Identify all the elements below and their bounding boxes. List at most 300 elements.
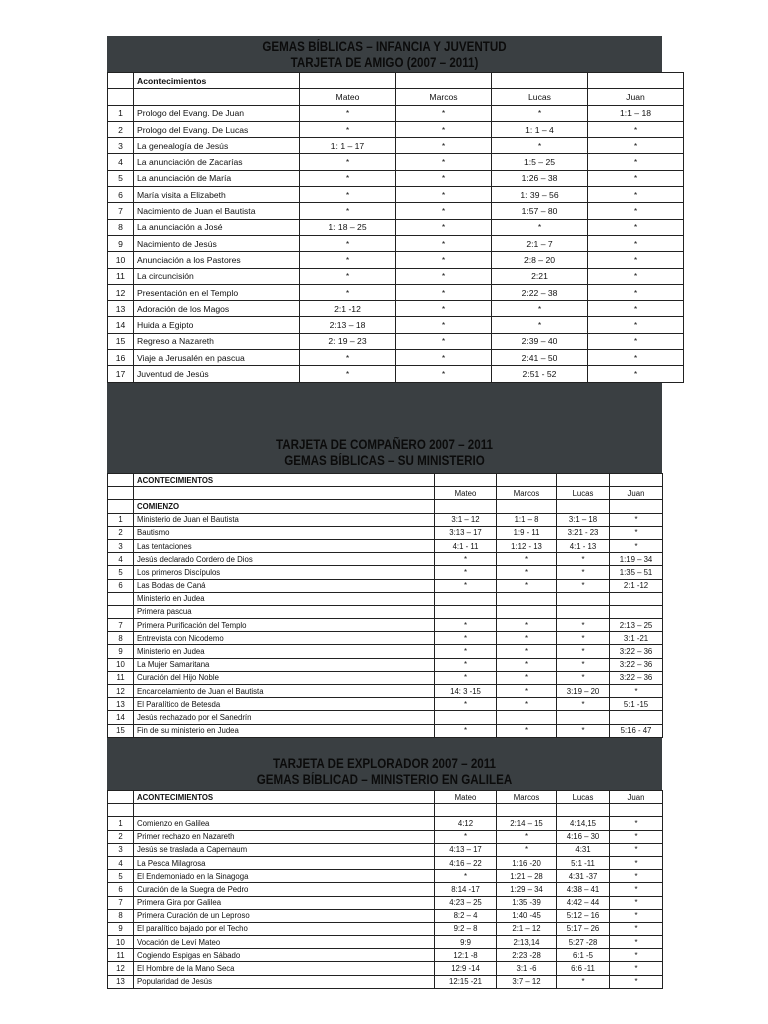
row-number: 9 xyxy=(108,645,134,658)
row-marcos: * xyxy=(497,830,557,843)
row-number: 3 xyxy=(108,138,134,154)
table-row xyxy=(108,592,663,605)
row-number: 8 xyxy=(108,632,134,645)
table-row xyxy=(108,909,663,922)
row-event: Curación de la Suegra de Pedro xyxy=(134,883,435,896)
row-mateo: 9:9 xyxy=(435,936,497,949)
row-marcos: * xyxy=(396,121,492,137)
row-event: Curación del Hijo Noble xyxy=(134,671,435,684)
row-juan: * xyxy=(588,170,684,186)
row-lucas: 2:21 xyxy=(492,268,588,284)
row-lucas: * xyxy=(492,138,588,154)
table-row xyxy=(108,333,684,349)
table-row xyxy=(108,121,684,137)
row-marcos: * xyxy=(396,317,492,333)
table-row xyxy=(108,936,663,949)
row-number: 11 xyxy=(108,949,134,962)
row-marcos: * xyxy=(396,138,492,154)
row-number: 2 xyxy=(108,526,134,539)
table-row xyxy=(108,539,663,552)
row-marcos: 3:1 -6 xyxy=(497,962,557,975)
table-ministerio-galilea xyxy=(107,790,663,989)
header-cell-empty xyxy=(610,804,663,817)
row-lucas: 4:31 -37 xyxy=(557,870,610,883)
row-event: La circuncisión xyxy=(134,268,300,284)
row-juan: * xyxy=(610,922,663,935)
row-marcos: * xyxy=(497,579,557,592)
row-event: La genealogía de Jesús xyxy=(134,138,300,154)
header-cell-empty xyxy=(108,474,134,487)
row-juan: 3:22 – 36 xyxy=(610,671,663,684)
row-number: 4 xyxy=(108,553,134,566)
row-juan: * xyxy=(588,301,684,317)
row-number: 6 xyxy=(108,187,134,203)
row-juan: * xyxy=(610,685,663,698)
row-marcos: * xyxy=(396,252,492,268)
row-marcos: * xyxy=(497,698,557,711)
row-number: 10 xyxy=(108,936,134,949)
table-header-row xyxy=(108,474,663,487)
row-lucas: 2:51 - 52 xyxy=(492,366,588,382)
table-row xyxy=(108,949,663,962)
row-number: 4 xyxy=(108,856,134,869)
header-cell-empty xyxy=(610,500,663,513)
header-cell-empty xyxy=(108,73,134,89)
row-number: 6 xyxy=(108,579,134,592)
row-event: La anunciación a José xyxy=(134,219,300,235)
row-event: Juventud de Jesús xyxy=(134,366,300,382)
header-cell-empty xyxy=(134,89,300,105)
row-lucas xyxy=(557,711,610,724)
row-mateo: 4:1 - 11 xyxy=(435,539,497,552)
row-event: Jesús declarado Cordero de Dios xyxy=(134,553,435,566)
row-juan: * xyxy=(588,187,684,203)
table-row xyxy=(108,219,684,235)
row-number: 5 xyxy=(108,170,134,186)
row-number xyxy=(108,592,134,605)
row-marcos: * xyxy=(497,658,557,671)
row-mateo: 4:12 xyxy=(435,817,497,830)
table-row xyxy=(108,154,684,170)
header-events: ACONTECIMIENTOS xyxy=(134,474,435,487)
row-juan: * xyxy=(588,154,684,170)
row-event: La anunciación de María xyxy=(134,170,300,186)
section-1-title-line2: TARJETA DE AMIGO (2007 – 2011) xyxy=(290,55,479,70)
row-event: Huida a Egipto xyxy=(134,317,300,333)
header-cell-empty xyxy=(492,73,588,89)
section-2-title-line1: TARJETA DE COMPAÑERO 2007 – 2011 xyxy=(275,437,494,452)
table-row xyxy=(108,513,663,526)
table-row xyxy=(108,138,684,154)
row-mateo: 1: 18 – 25 xyxy=(300,219,396,235)
column-header-juan: Juan xyxy=(588,89,684,105)
row-number: 15 xyxy=(108,333,134,349)
row-event: Vocación de Leví Mateo xyxy=(134,936,435,949)
row-number: 3 xyxy=(108,843,134,856)
row-event: Ministerio de Juan el Bautista xyxy=(134,513,435,526)
row-marcos: * xyxy=(497,671,557,684)
table-row xyxy=(108,922,663,935)
table-row xyxy=(108,366,684,382)
row-marcos: * xyxy=(396,235,492,251)
row-mateo xyxy=(435,711,497,724)
header-cell-empty xyxy=(134,487,435,500)
row-marcos: 2:23 -28 xyxy=(497,949,557,962)
table-row xyxy=(108,235,684,251)
row-number: 10 xyxy=(108,658,134,671)
row-lucas: 3:19 – 20 xyxy=(557,685,610,698)
row-lucas: 2:41 – 50 xyxy=(492,350,588,366)
table-row xyxy=(108,350,684,366)
table-row xyxy=(108,658,663,671)
row-juan: * xyxy=(588,138,684,154)
table-row xyxy=(108,856,663,869)
row-juan: * xyxy=(588,333,684,349)
table-row xyxy=(108,896,663,909)
row-mateo: * xyxy=(435,698,497,711)
row-event: Los primeros Discípulos xyxy=(134,566,435,579)
row-juan: 2:13 – 25 xyxy=(610,619,663,632)
row-marcos: * xyxy=(497,843,557,856)
row-number: 13 xyxy=(108,301,134,317)
row-mateo xyxy=(435,592,497,605)
row-number: 14 xyxy=(108,711,134,724)
row-lucas: * xyxy=(492,301,588,317)
row-number: 4 xyxy=(108,154,134,170)
table-row xyxy=(108,566,663,579)
header-cell-empty xyxy=(435,474,497,487)
row-marcos: * xyxy=(396,170,492,186)
row-event: El Paralítico de Betesda xyxy=(134,698,435,711)
row-mateo: * xyxy=(300,105,396,121)
table-row xyxy=(108,553,663,566)
row-juan: * xyxy=(588,268,684,284)
table-row xyxy=(108,724,663,737)
header-cell-empty xyxy=(557,500,610,513)
row-juan: * xyxy=(588,235,684,251)
row-juan: * xyxy=(610,856,663,869)
row-lucas: 4:16 – 30 xyxy=(557,830,610,843)
row-marcos: 1:16 -20 xyxy=(497,856,557,869)
row-juan: * xyxy=(610,896,663,909)
row-lucas: 5:12 – 16 xyxy=(557,909,610,922)
subheader-comienzo: COMIENZO xyxy=(134,500,435,513)
header-cell-empty xyxy=(108,804,134,817)
row-marcos: * xyxy=(396,333,492,349)
column-header-mateo: Mateo xyxy=(300,89,396,105)
row-mateo: 12:9 -14 xyxy=(435,962,497,975)
row-juan: 1:1 – 18 xyxy=(588,105,684,121)
table-row xyxy=(108,817,663,830)
table-row xyxy=(108,317,684,333)
row-event: Regreso a Nazareth xyxy=(134,333,300,349)
row-marcos: 1:12 - 13 xyxy=(497,539,557,552)
row-mateo: * xyxy=(300,252,396,268)
row-number: 8 xyxy=(108,909,134,922)
table-row xyxy=(108,685,663,698)
row-event: El Hombre de la Mano Seca xyxy=(134,962,435,975)
row-event: El Endemoniado en la Sinagoga xyxy=(134,870,435,883)
row-event: Cogiendo Espigas en Sábado xyxy=(134,949,435,962)
row-number: 11 xyxy=(108,268,134,284)
header-cell-empty xyxy=(108,500,134,513)
row-number: 1 xyxy=(108,513,134,526)
column-header-lucas: Lucas xyxy=(492,89,588,105)
row-juan: * xyxy=(610,830,663,843)
header-cell-empty xyxy=(396,73,492,89)
row-event: Primer rechazo en Nazareth xyxy=(134,830,435,843)
table-row xyxy=(108,170,684,186)
row-mateo: * xyxy=(300,187,396,203)
row-number: 16 xyxy=(108,350,134,366)
row-lucas: 3:21 - 23 xyxy=(557,526,610,539)
row-mateo: * xyxy=(300,268,396,284)
row-lucas: * xyxy=(557,553,610,566)
section-3-title-line1: TARJETA DE EXPLORADOR 2007 – 2011 xyxy=(272,756,497,771)
row-lucas: 4:1 - 13 xyxy=(557,539,610,552)
table-spacer-row xyxy=(108,804,663,817)
row-number: 14 xyxy=(108,317,134,333)
header-cell-empty xyxy=(300,73,396,89)
header-events: Acontecimientos xyxy=(134,73,300,89)
header-cell-empty xyxy=(557,804,610,817)
row-marcos xyxy=(497,605,557,618)
table-row xyxy=(108,962,663,975)
row-event: Encarcelamiento de Juan el Bautista xyxy=(134,685,435,698)
row-marcos: * xyxy=(497,645,557,658)
header-cell-empty xyxy=(134,804,435,817)
table-row xyxy=(108,711,663,724)
row-event: Las Bodas de Caná xyxy=(134,579,435,592)
row-mateo: 4:23 – 25 xyxy=(435,896,497,909)
row-mateo: 14: 3 -15 xyxy=(435,685,497,698)
row-lucas: 4:31 xyxy=(557,843,610,856)
row-marcos: 2:13,14 xyxy=(497,936,557,949)
row-juan: * xyxy=(610,539,663,552)
row-lucas: 6:6 -11 xyxy=(557,962,610,975)
row-lucas: 3:1 – 18 xyxy=(557,513,610,526)
row-lucas xyxy=(557,605,610,618)
row-number: 8 xyxy=(108,219,134,235)
row-marcos: 1:29 – 34 xyxy=(497,883,557,896)
row-marcos: 1:1 – 8 xyxy=(497,513,557,526)
row-mateo: 3:13 – 17 xyxy=(435,526,497,539)
row-lucas: 4:38 – 41 xyxy=(557,883,610,896)
row-event: El paralítico bajado por el Techo xyxy=(134,922,435,935)
table-row xyxy=(108,830,663,843)
table-row xyxy=(108,645,663,658)
row-lucas: 1: 1 – 4 xyxy=(492,121,588,137)
table-row xyxy=(108,579,663,592)
row-number: 3 xyxy=(108,539,134,552)
row-marcos: 1:21 – 28 xyxy=(497,870,557,883)
row-event: Las tentaciones xyxy=(134,539,435,552)
row-number: 1 xyxy=(108,105,134,121)
table-row xyxy=(108,252,684,268)
table-subheader-row xyxy=(108,500,663,513)
row-juan: 2:1 -12 xyxy=(610,579,663,592)
row-mateo: * xyxy=(435,830,497,843)
table-columns-row xyxy=(108,89,684,105)
row-lucas: 5:27 -28 xyxy=(557,936,610,949)
row-juan: * xyxy=(610,936,663,949)
row-lucas: * xyxy=(557,724,610,737)
row-juan: 3:22 – 36 xyxy=(610,645,663,658)
row-number: 15 xyxy=(108,724,134,737)
row-marcos: * xyxy=(396,284,492,300)
row-event: La anunciación de Zacarías xyxy=(134,154,300,170)
table-columns-row xyxy=(108,487,663,500)
row-event: Entrevista con Nicodemo xyxy=(134,632,435,645)
table-row xyxy=(108,698,663,711)
row-mateo: * xyxy=(435,671,497,684)
row-juan: * xyxy=(610,962,663,975)
row-event: Adoración de los Magos xyxy=(134,301,300,317)
row-lucas: 2:1 – 7 xyxy=(492,235,588,251)
row-lucas: * xyxy=(557,632,610,645)
row-mateo: * xyxy=(300,366,396,382)
table-row xyxy=(108,605,663,618)
table-header-row xyxy=(108,73,684,89)
row-event: Fin de su ministerio en Judea xyxy=(134,724,435,737)
table-row xyxy=(108,187,684,203)
header-cell-empty xyxy=(435,804,497,817)
row-marcos: * xyxy=(497,566,557,579)
row-mateo: 12:15 -21 xyxy=(435,975,497,988)
column-header-juan: Juan xyxy=(610,791,663,804)
row-lucas: 5:1 -11 xyxy=(557,856,610,869)
row-mateo: * xyxy=(300,170,396,186)
row-event: La Mujer Samaritana xyxy=(134,658,435,671)
header-cell-empty xyxy=(557,474,610,487)
row-number: 12 xyxy=(108,284,134,300)
row-number: 13 xyxy=(108,698,134,711)
row-marcos: 2:1 – 12 xyxy=(497,922,557,935)
row-mateo: 4:13 – 17 xyxy=(435,843,497,856)
row-marcos: * xyxy=(396,105,492,121)
row-juan: * xyxy=(610,870,663,883)
row-marcos: * xyxy=(396,219,492,235)
table-row xyxy=(108,619,663,632)
row-marcos: * xyxy=(396,203,492,219)
row-juan: * xyxy=(588,350,684,366)
row-marcos: * xyxy=(396,301,492,317)
row-number: 11 xyxy=(108,671,134,684)
row-lucas: * xyxy=(492,317,588,333)
row-number: 12 xyxy=(108,962,134,975)
row-lucas: * xyxy=(557,975,610,988)
row-lucas: * xyxy=(557,566,610,579)
row-number: 9 xyxy=(108,922,134,935)
row-juan: * xyxy=(588,121,684,137)
row-juan xyxy=(610,605,663,618)
header-cell-empty xyxy=(108,487,134,500)
row-marcos: 1:35 -39 xyxy=(497,896,557,909)
row-number xyxy=(108,605,134,618)
row-marcos xyxy=(497,711,557,724)
row-number: 2 xyxy=(108,830,134,843)
row-event: Popularidad de Jesús xyxy=(134,975,435,988)
table-row xyxy=(108,870,663,883)
row-mateo: * xyxy=(300,121,396,137)
column-header-marcos: Marcos xyxy=(396,89,492,105)
row-mateo: * xyxy=(435,724,497,737)
row-lucas: 1:5 – 25 xyxy=(492,154,588,170)
row-juan xyxy=(610,592,663,605)
row-lucas: 4:42 – 44 xyxy=(557,896,610,909)
row-lucas: 2:8 – 20 xyxy=(492,252,588,268)
header-cell-empty xyxy=(497,474,557,487)
table-row xyxy=(108,671,663,684)
row-marcos xyxy=(497,592,557,605)
row-juan: 5:1 -15 xyxy=(610,698,663,711)
row-juan: 1:35 – 51 xyxy=(610,566,663,579)
section-2-title-line2: GEMAS BÍBLICAS – SU MINISTERIO xyxy=(284,453,485,468)
table-row xyxy=(108,975,663,988)
row-mateo: 4:16 – 22 xyxy=(435,856,497,869)
row-juan: * xyxy=(588,252,684,268)
row-juan: 1:19 – 34 xyxy=(610,553,663,566)
row-number: 5 xyxy=(108,566,134,579)
row-juan: * xyxy=(588,219,684,235)
column-header-mateo: Mateo xyxy=(435,487,497,500)
row-marcos: 2:14 – 15 xyxy=(497,817,557,830)
row-juan: * xyxy=(610,909,663,922)
row-juan: * xyxy=(588,366,684,382)
table-row xyxy=(108,268,684,284)
column-header-juan: Juan xyxy=(610,487,663,500)
column-header-lucas: Lucas xyxy=(557,791,610,804)
row-event: Nacimiento de Jesús xyxy=(134,235,300,251)
header-cell-empty xyxy=(497,804,557,817)
row-lucas: 2:22 – 38 xyxy=(492,284,588,300)
row-event: Primera Gira por Galilea xyxy=(134,896,435,909)
table-row xyxy=(108,883,663,896)
table-row xyxy=(108,843,663,856)
row-juan: 5:16 - 47 xyxy=(610,724,663,737)
row-marcos: * xyxy=(497,553,557,566)
row-lucas: * xyxy=(557,645,610,658)
row-marcos: 3:7 – 12 xyxy=(497,975,557,988)
table-row xyxy=(108,105,684,121)
section-1-title-line1: GEMAS BÍBLICAS – INFANCIA Y JUVENTUD xyxy=(262,39,507,54)
row-number: 10 xyxy=(108,252,134,268)
table-header-row xyxy=(108,791,663,804)
row-juan: * xyxy=(610,526,663,539)
column-header-mateo: Mateo xyxy=(435,791,497,804)
row-lucas: * xyxy=(492,105,588,121)
row-mateo: * xyxy=(435,632,497,645)
row-mateo: * xyxy=(435,658,497,671)
header-cell-empty xyxy=(610,474,663,487)
row-marcos: 1:40 -45 xyxy=(497,909,557,922)
header-cell-empty xyxy=(588,73,684,89)
section-3-title-line2: GEMAS BÍBLICAD – MINISTERIO EN GALILEA xyxy=(256,772,513,787)
header-cell-empty xyxy=(435,500,497,513)
row-mateo: * xyxy=(435,566,497,579)
row-lucas xyxy=(557,592,610,605)
row-mateo: 8:14 -17 xyxy=(435,883,497,896)
row-lucas: 1: 39 – 56 xyxy=(492,187,588,203)
row-lucas: * xyxy=(557,579,610,592)
header-cell-empty xyxy=(108,89,134,105)
row-event: Jesús rechazado por el Sanedrín xyxy=(134,711,435,724)
row-mateo: 2:1 -12 xyxy=(300,301,396,317)
row-lucas: 5:17 – 26 xyxy=(557,922,610,935)
row-juan: * xyxy=(588,317,684,333)
row-marcos: * xyxy=(497,619,557,632)
table-row xyxy=(108,632,663,645)
